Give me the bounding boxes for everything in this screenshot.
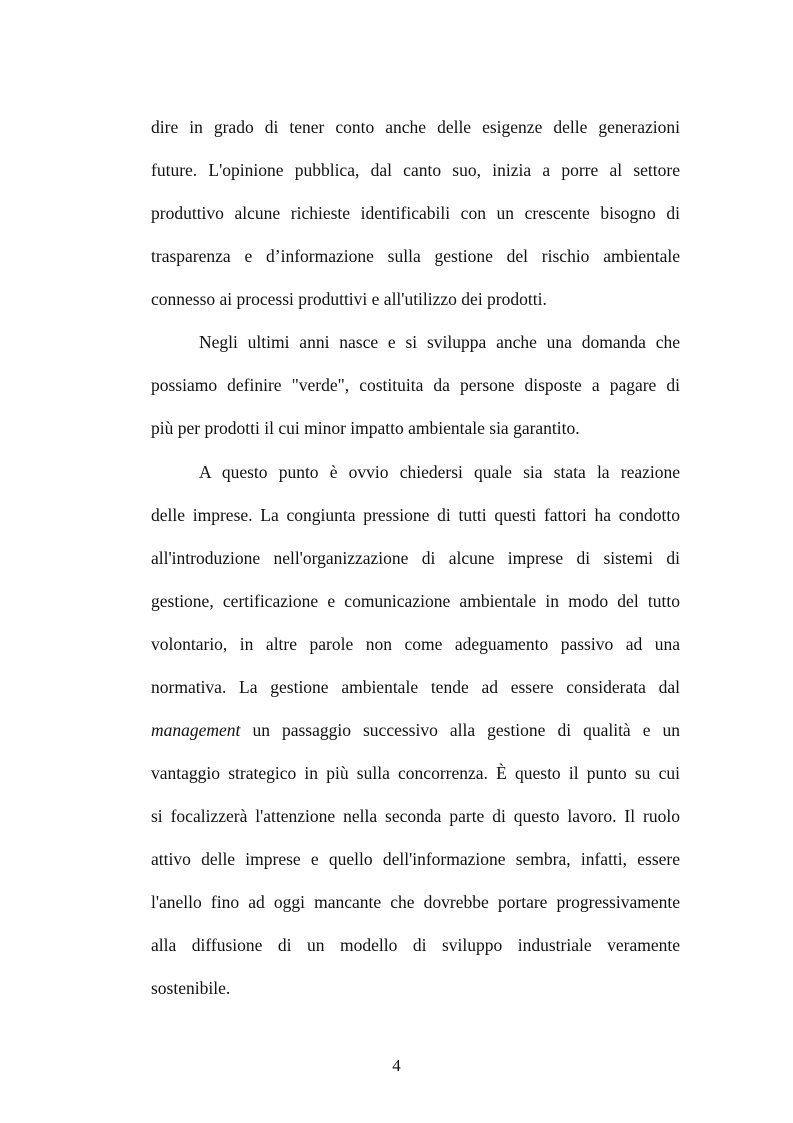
text-line: volontario, in altre parole non come adeguamento passivo ad una [151,634,680,654]
text-line: si focalizzerà l'attenzione nella seconda parte di questo lavoro. Il ruolo [151,806,680,826]
text-line: attivo delle imprese e quello dell'informazione sembra, infatti, essere [151,849,680,869]
text-line-mixed [151,719,680,741]
text-line: delle imprese. La congiunta pressione di tutti questi fattori ha condotto [151,505,680,525]
text-line: all'introduzione nell'organizzazione di alcune imprese di sistemi di [151,548,680,568]
text-line: produttivo alcune richieste identificabili con un crescente bisogno di [151,203,680,223]
text-line: dire in grado di tener conto anche delle esigenze delle generazioni [151,117,680,137]
text-line: trasparenza e d’informazione sulla gestione del rischio ambientale [151,246,680,266]
text-line: sostenibile. [151,978,231,998]
text-span: un passaggio successivo alla gestione di qualità e un [240,720,680,740]
text-line: alla diffusione di un modello di sviluppo industriale veramente [151,935,680,955]
text-line: normativa. La gestione ambientale tende ad essere considerata dal [151,677,680,697]
emphasis-term: management [151,720,241,740]
text-line: l'anello fino ad oggi mancante che dovrebbe portare progressivamente [151,892,680,912]
page-number: 4 [392,1056,401,1075]
text-line: più per prodotti il cui minor impatto ambientale sia garantito. [151,418,580,438]
text-line: possiamo definire "verde", costituita da persone disposte a pagare di [151,375,680,395]
text-line: connesso ai processi produttivi e all'utilizzo dei prodotti. [151,289,547,309]
text-line: vantaggio strategico in più sulla concorrenza. È questo il punto su cui [151,763,680,783]
text-line: gestione, certificazione e comunicazione ambientale in modo del tutto [151,591,680,611]
text-line: A questo punto è ovvio chiedersi quale sia stata la reazione [199,462,680,482]
text-line: future. L'opinione pubblica, dal canto suo, inizia a porre al settore [151,160,680,180]
text-line: Negli ultimi anni nasce e si sviluppa anche una domanda che [199,332,680,352]
